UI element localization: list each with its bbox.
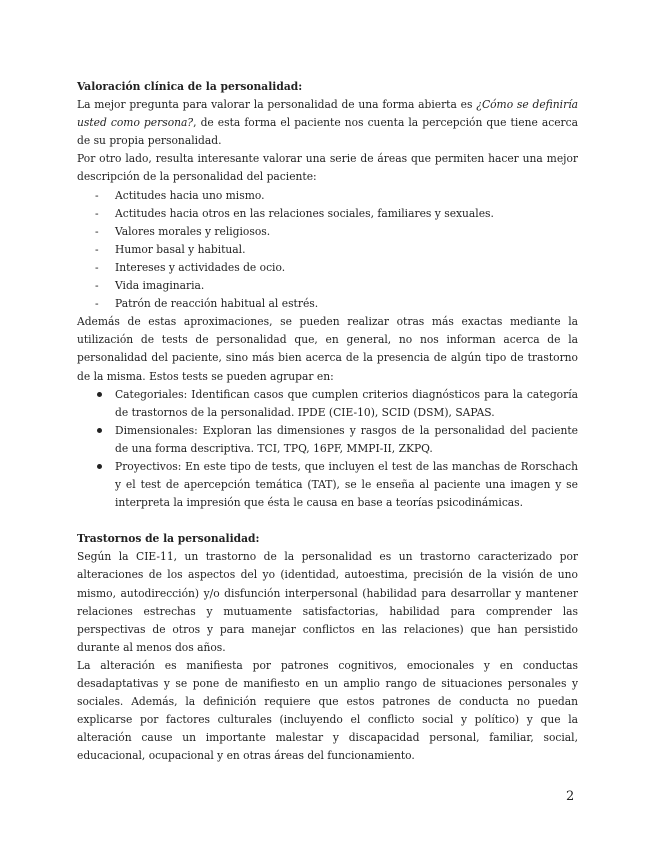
list-item: - Intereses y actividades de ocio.	[77, 259, 578, 277]
paragraph-areas-intro: Por otro lado, resulta interesante valorar una serie de áreas que permiten hacer una mejor descripción de la personalidad del paciente:	[77, 152, 578, 184]
list-item: - Humor basal y habitual.	[77, 241, 578, 259]
tests-list	[77, 386, 578, 513]
list-item: - Vida imaginaria.	[77, 277, 578, 295]
paragraph-definition: Según la CIE-11, un trastorno de la personalidad es un trastorno caracterizado por alteraciones de los aspectos del yo (identidad, autoestima, precisión de la visión de uno mismo, autodirección) y/o disfunción interpersonal (habilidad para desarrollar y mantener relaciones estrechas y mutuamente satisfactorias, habilidad para comprender las perspectivas de otros y para manejar conflictos en las relaciones) que han persistido durante al menos dos años.	[77, 550, 578, 654]
list-item: Categoriales: Identifican casos que cumplen criterios diagnósticos para la categoría de trastornos de la personalidad. IPDE (CIE-10), SCID (DSM), SAPAS.	[77, 386, 578, 422]
list-item: - Valores morales y religiosos.	[77, 223, 578, 241]
list-item: Proyectivos: En este tipo de tests, que incluyen el test de las manchas de Rorschach y el test de apercepción temática (TAT), se le enseña al paciente una imagen y se interpreta la impresión que ésta le causa en base a teorías psicodinámicas.	[77, 458, 578, 512]
list-item: - Patrón de reacción habitual al estrés.	[77, 295, 578, 313]
paragraph-intro	[77, 96, 578, 150]
page-number: 2	[566, 789, 575, 804]
paragraph-manifestation: La alteración es manifiesta por patrones cognitivos, emocionales y en conductas desadaptativas y se pone de manifiesto en un amplio rango de situaciones personales y sociales. Además, la definición requiere que estos patrones de conducta no puedan explicarse por factores culturales (incluyendo el conflicto social y político) y que la alteración cause un importante malestar y discapacidad personal, familiar, social, educacional, ocupacional y en otras áreas del funcionamiento.	[77, 658, 578, 763]
paragraph-intro-text-end: , de esta forma el paciente nos cuenta la percepción que tiene acerca de su propia personalidad.	[77, 116, 578, 148]
section-spacer	[77, 512, 578, 530]
paragraph-intro-question: ¿Cómo se definiría usted como persona?	[77, 98, 578, 130]
section-heading-trastornos: Trastornos de la personalidad:	[77, 532, 260, 546]
section-heading-valoracion: Valoración clínica de la personalidad:	[77, 80, 303, 93]
list-item: - Actitudes hacia uno mismo.	[77, 187, 578, 205]
document-page	[77, 78, 578, 765]
list-item: Dimensionales: Exploran las dimensiones y rasgos de la personalidad del paciente de una forma descriptiva. TCI, TPQ, 16PF, MMPI-II, ZKPQ.	[77, 422, 578, 458]
paragraph-tests-intro: Además de estas aproximaciones, se pueden realizar otras más exactas mediante la utilización de tests de personalidad que, en general, no nos informan acerca de la personalidad del paciente, sino más bien acerca de la presencia de algún tipo de trastorno de la misma. Estos tests se pueden agrupar en:	[77, 315, 578, 383]
list-item: - Actitudes hacia otros en las relaciones sociales, familiares y sexuales.	[77, 205, 578, 223]
paragraph-intro-text: La mejor pregunta para valorar la personalidad de una forma abierta es	[77, 98, 477, 112]
areas-list	[77, 187, 578, 314]
